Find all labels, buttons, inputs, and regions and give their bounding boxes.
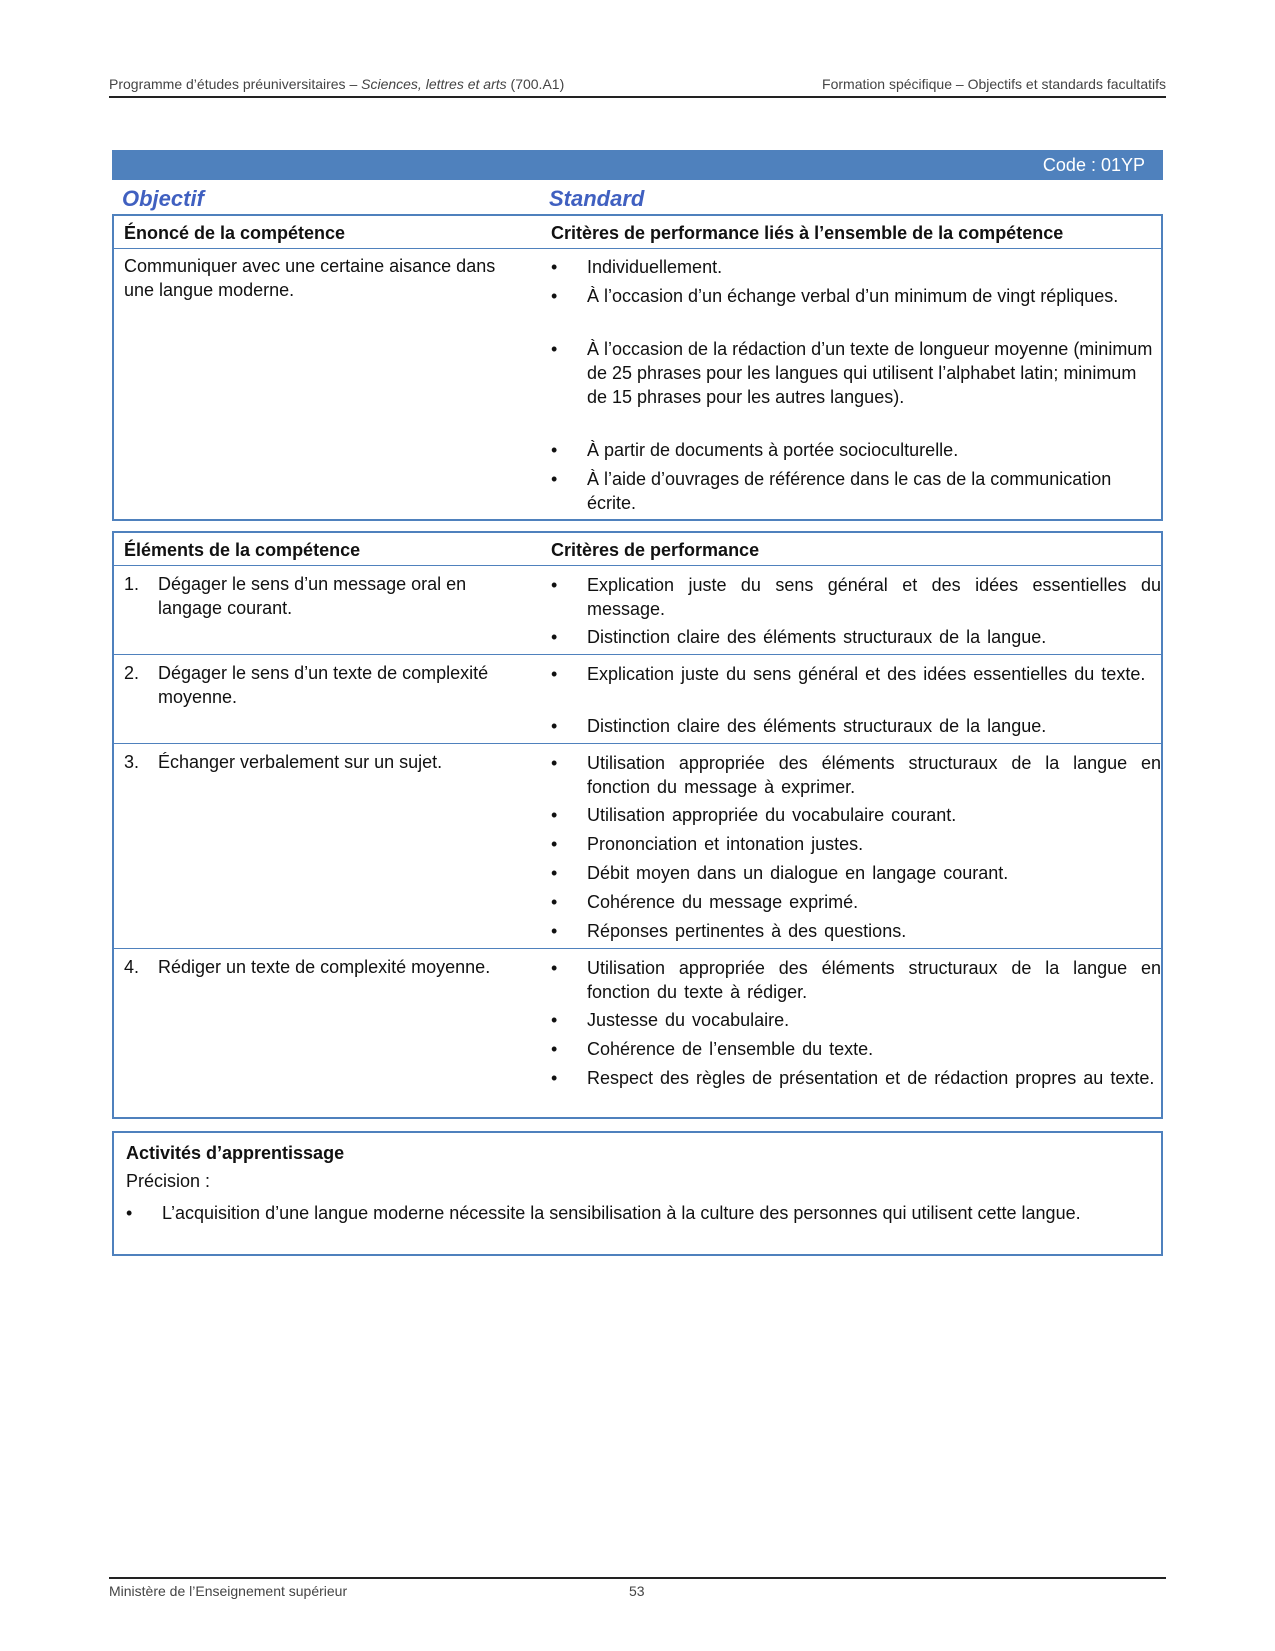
elements-box	[112, 531, 1163, 1119]
competence-box	[112, 214, 1163, 521]
elements-header-row	[114, 533, 1161, 566]
competence-criterion: • À partir de documents à portée socioculturelle.	[551, 438, 1161, 462]
element-number: 2.	[124, 663, 140, 683]
element-number: 4.	[124, 957, 140, 977]
element-text: Rédiger un texte de complexité moyenne.	[158, 957, 491, 977]
competence-criterion: • À l’occasion de la rédaction d’un texte de longueur moyenne (minimum de 25 phrases pour les langues qui utilisent l’alphabet latin; minimum de 15 phrases pour les autres langues).	[551, 337, 1161, 409]
competence-criterion: • À l’aide d’ouvrages de référence dans le cas de la communication écrite.	[551, 467, 1161, 515]
element-number: 3.	[124, 752, 140, 772]
element-criterion: • Justesse du vocabulaire.	[551, 1008, 1161, 1032]
competence-criterion: • Individuellement.	[551, 255, 1161, 279]
standard-title: Standard	[549, 186, 645, 211]
element-text: Échanger verbalement sur un sujet.	[158, 752, 443, 772]
element-criterion: • Utilisation appropriée des éléments structuraux de la langue en fonction du texte à rédiger.	[551, 956, 1161, 1004]
activities-title: Activités d’apprentissage	[126, 1143, 345, 1163]
activities-bullet: • L’acquisition d’une langue moderne nécessite la sensibilisation à la culture des personnes qui utilisent cette langue.	[126, 1201, 1146, 1225]
page-number: 53	[629, 1583, 645, 1599]
element-criterion: • Utilisation appropriée des éléments structuraux de la langue en fonction du message à exprimer.	[551, 751, 1161, 799]
element-row	[114, 565, 1161, 655]
element-criterion: • Réponses pertinentes à des questions.	[551, 919, 1161, 943]
page-header	[109, 74, 1166, 98]
competence-statement: Communiquer avec une certaine aisance dans une langue moderne.	[124, 256, 496, 300]
section-title: Formation spécifique – Objectifs et standards facultatifs	[822, 76, 1166, 92]
element-criterion: • Cohérence du message exprimé.	[551, 890, 1161, 914]
competence-criteria-header: Critères de performance liés à l’ensemble de la compétence	[551, 223, 1064, 243]
elements-header: Éléments de la compétence	[124, 540, 361, 560]
element-criterion: • Explication juste du sens général et des idées essentielles du texte.	[551, 662, 1161, 686]
competence-statement-header: Énoncé de la compétence	[124, 223, 346, 243]
code-band	[112, 150, 1163, 180]
element-row	[114, 654, 1161, 744]
activities-box	[112, 1131, 1163, 1256]
performance-header: Critères de performance	[551, 540, 760, 560]
element-row	[114, 743, 1161, 949]
objectif-title: Objectif	[122, 186, 204, 211]
footer-ministry: Ministère de l’Enseignement supérieur	[109, 1583, 348, 1599]
activities-subtitle: Précision :	[126, 1171, 211, 1191]
element-criterion: • Distinction claire des éléments structuraux de la langue.	[551, 714, 1161, 738]
element-criterion: • Prononciation et intonation justes.	[551, 832, 1161, 856]
page-footer	[109, 1577, 1166, 1599]
element-text: Dégager le sens d’un texte de complexité moyenne.	[158, 663, 489, 707]
element-text: Dégager le sens d’un message oral en langage courant.	[158, 574, 467, 618]
element-criterion: • Utilisation appropriée du vocabulaire courant.	[551, 803, 1161, 827]
element-criterion: • Explication juste du sens général et des idées essentielles du message.	[551, 573, 1161, 621]
element-criterion: • Distinction claire des éléments structuraux de la langue.	[551, 625, 1161, 649]
competence-criterion: • À l’occasion d’un échange verbal d’un minimum de vingt répliques.	[551, 284, 1161, 308]
element-criterion: • Cohérence de l’ensemble du texte.	[551, 1037, 1161, 1061]
code-label: Code : 01YP	[1042, 155, 1145, 175]
program-title: Programme d’études préuniversitaires – Sciences, lettres et arts (700.A1)	[109, 76, 565, 92]
element-criterion: • Respect des règles de présentation et de rédaction propres au texte.	[551, 1066, 1161, 1090]
element-row	[114, 948, 1161, 1118]
element-criterion: • Débit moyen dans un dialogue en langage courant.	[551, 861, 1161, 885]
competence-header-row	[114, 216, 1161, 249]
element-number: 1.	[124, 574, 140, 594]
